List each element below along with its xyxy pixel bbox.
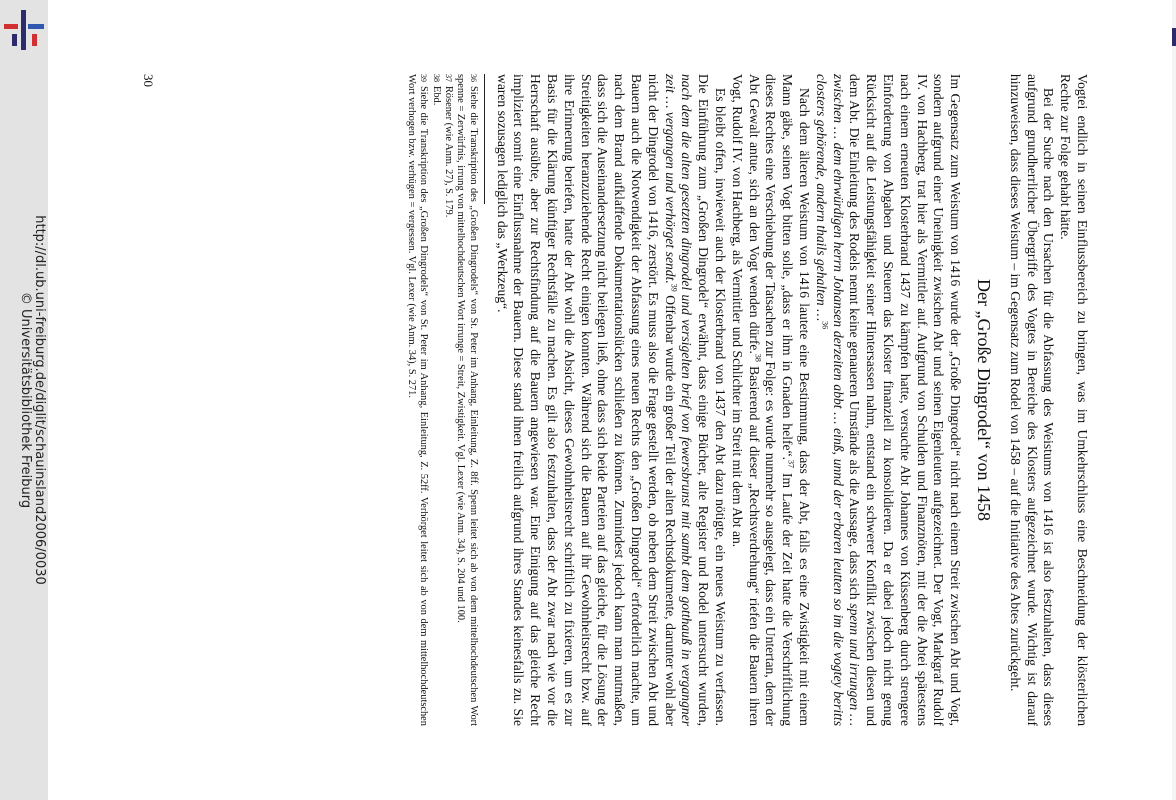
footnote-37 bbox=[442, 74, 454, 726]
paragraph-5-text-b: Offenbar wurde ein großer Teil der alten Rechtsdokumente, darunter wohl aber nicht der Dingrodel von 1416, zerstört. Es muss also die Frage gestellt werden, ob neben dem Streit zwischen Abt und Bauern auch die Notwendigkeit der Abfassung eines neuen Rechts den „Großen Dingrodel“ erforderlich machte, um nach dem Brand aufklaffende Dokumentationslücken schließen zu können. Zumindest jedoch kann man mutmaßen, dass sich die Auseinandersetzung nicht beilegen ließ, ohne dass sich beide Parteien auf das gleiche, für die Lösung der Streitigkeiten heranzuziehende Recht einigen konnten. Während sich die Bauern auf ihr Gewohnheitsrecht bzw. auf ihre Erinnerung beriefen, hatte der Abt wohl die Absicht, dieses Gewohnheitsrecht schriftlich zu fixieren, um es zur Basis für die Klärung künftiger Rechtsfälle zu machen. Es gilt also festzuhalten, dass der Abt zwar nach wie vor die Herrschaft ausübte, aber zur Rechtsfindung auf die Bauern angewiesen war. Eine Einigung auf das gleiche Recht impliziert somit eine Einflussnahme der Bauern. Diese stand ihnen freilich aufgrund ihres Standes keinesfalls zu. Sie waren sozusagen lediglich das „Werkzeug“. bbox=[494, 74, 678, 726]
paragraph-3 bbox=[812, 74, 963, 726]
footnote-text: Siehe die Transkription des „Großen Dingrodels“ von St. Peter im Anhang, Einleitung, Z. 52ff. Verhörget leitet sich ab von dem mittelhochdeutschen Wort verhogen bzw. verhügen = vergessen. Vgl. Lexer (wie Anm. 34), S. 271. bbox=[405, 74, 430, 726]
viewer-sidebar bbox=[0, 0, 48, 800]
paragraph-4-text-b: Im Laufe der Zeit hatte die Verschriftlichung dieses Rechtes eine Verschiebung der Tatsachen zur Folge: es wurde nunmehr so ausgelegt, dass ein Untertan, dem der Abt Gewalt antue, sich an den Vogt wenden dürfe. bbox=[746, 74, 796, 727]
paragraph-5-text-a: Es bleibt offen, inwieweit auch der Klosterbrand von 1437 den Abt dazu nötigte, ein neues Weistum zu verfassen. Die Einführung zum „Großen Dingrodel“ erwähnt, dass einige Bücher, alte Register und Rodel untersucht wurden, bbox=[696, 74, 729, 726]
paragraph-5-quote: nach dem die alten gesetzten dingrodel und versigelten brief von fewersbrunst mit sambt dem gotthauß in vergangner zeit … vergangen und verhörget sendt. bbox=[662, 74, 695, 726]
footnote-ref-39[interactable]: 39 bbox=[669, 283, 679, 292]
footnote-ref-36[interactable]: 36 bbox=[820, 321, 830, 330]
page-number: 30 bbox=[141, 74, 156, 87]
section-heading: Der „Große Dingrodel“ von 1458 bbox=[974, 279, 995, 521]
source-watermark bbox=[18, 0, 46, 800]
footnote-number: 38 bbox=[431, 74, 441, 82]
footnote-ref-37[interactable]: 37 bbox=[786, 460, 796, 468]
source-url[interactable]: http://dl.ub.uni-freiburg.de/diglit/schauinsland2006/0030 bbox=[32, 215, 47, 585]
footnote-39 bbox=[404, 74, 429, 726]
paragraph-3-text: Im Gegensatz zum Weistum von 1416 wurde der „Große Dingrodel“ nicht nach einem Streit zwischen Abt und Vogt, sondern aufgrund einer Uneinigkeit zwischen Abt und seinen Eigenleuten aufgezeichnet. Der Vogt, Markgraf Rudolf IV. von Hachberg, trat hier als Vermittler auf. Aufgrund von Schulden und Finanznöten, mit der die Abtei spätestens nach einem erneuten Klosterbrand 1437 zu kämpfen hatte, versuchte Abt Johannes von Küssenberg durch strengere Einforderung von Abgaben und Steuern das Kloster finanziell zu konsolidieren. Da er dabei jedoch nicht genug Rücksicht auf die Leistungsfähigkeit seiner Hintersassen nahm, entstand ein schwerer Konflikt zwischen diesen und dem Abt. Die Einleitung des Rodels nennt keine genaueren Umstände als die Aussage, dass sich bbox=[847, 74, 964, 726]
paragraph-1: Vogtei endlich in seinen Einflussbereich zu bringen, was im Umkehrschluss eine Beschneidung der klösterlichen Rechte zur Folge gehabt hätte. bbox=[1058, 74, 1090, 726]
right-edge bbox=[1172, 0, 1176, 800]
footnote-text: Siehe die Transkription des „Großen Dingrodels“ von St. Peter im Anhang, Einleitung, Z. 8ff. Spenn leitet sich ab von dem mittelhochdeutschen Wort spenne = Zerwürfnis, irrung von mittelhochdeutschen Wort irrunge = Streit, Zwistigkeit. Vgl. Lexer (wie Anm. 34), S. 204 und 100. bbox=[455, 74, 479, 726]
paragraph-2: Bei der Suche nach den Ursachen für die Abfassung des Weistums von 1416 ist also festzuhalten, dass dieses aufgrund grundherrlicher Übergriffe des Vogtes in Bereiche des Klosters aufgezeichnet wurde. Wichtig ist darauf hinzuweisen, dass dieses Weistum – im Gegensatz zum Rodel von 1458 – auf die Initiative des Abtes zurückgeht. bbox=[1007, 74, 1057, 726]
footnote-38 bbox=[429, 74, 441, 726]
paragraph-4 bbox=[728, 74, 812, 726]
edge-marker bbox=[1172, 28, 1176, 46]
document-page bbox=[126, 50, 1098, 750]
footnote-number: 37 bbox=[444, 74, 454, 82]
footnote-ref-38[interactable]: 38 bbox=[753, 353, 763, 362]
paragraph-4-text-c: Basierend auf dieser „Rechtsverdrehung“ riefen die Bauern ihren Vogt, Rudolf IV. von Hachberg, als Vermittler und Schlichter im Streit mit dem Abt an. bbox=[729, 74, 762, 726]
footnote-text: Rösener (wie Anm. 27), S. 179. bbox=[443, 86, 455, 218]
paragraph-3-quote: spenn und irrungen … zwischen … dem ehrwürdigen herrn Johansen derzeiten abbt … einß, unnd der erbaren leutten so im die vogtey beritts closters gehörende, andern thails gehalten … bbox=[813, 74, 863, 726]
footnote-separator bbox=[484, 74, 485, 204]
footnote-number: 36 bbox=[468, 74, 478, 82]
footnote-text: Ebd. bbox=[430, 86, 442, 106]
paragraph-4-text-a: Nach dem älteren Weistum von 1416 lautete eine Bestimmung, dass der Abt, falls es eine Zwistigkeit mit einem Mann gäbe, seinen Vogt bitten solle, „dass er ihm in Gnaden helfe“. bbox=[780, 74, 813, 726]
page-body bbox=[404, 74, 1090, 726]
copyright-note: © Universitätsbibliothek Freiburg bbox=[18, 291, 33, 509]
footnote-36 bbox=[454, 74, 479, 726]
footnote-number: 39 bbox=[419, 74, 429, 82]
paragraph-5 bbox=[493, 74, 728, 726]
